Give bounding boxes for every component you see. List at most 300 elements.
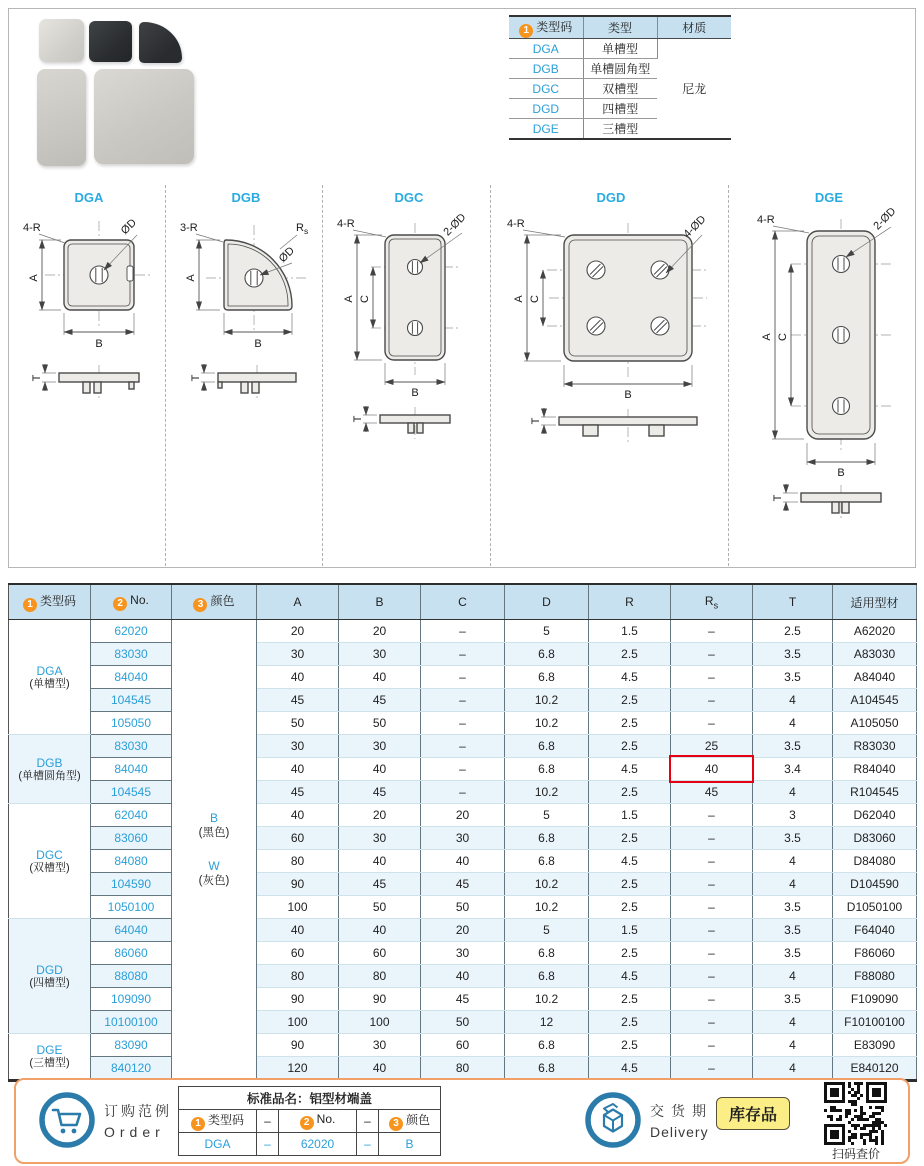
part-no-link[interactable]: 64040: [91, 919, 172, 942]
dim-cell: 40: [671, 758, 753, 781]
dim-label-b: B: [95, 338, 103, 350]
dim-label-b: B: [837, 467, 845, 479]
dimension-row: [9, 988, 917, 1011]
drawing-title: DGC: [394, 190, 424, 205]
dim-cell: 6.8: [505, 942, 589, 965]
group-type: (单槽圆角型): [18, 769, 81, 782]
dim-cell: –: [671, 988, 753, 1011]
spec-type-code: DGE: [509, 119, 583, 140]
order-table-title: 标准品名：铝型材端盖: [179, 1087, 441, 1110]
dim-cell: 30: [257, 643, 339, 666]
cart-icon: [38, 1091, 96, 1149]
dim-label-c: C: [529, 295, 541, 303]
drawing-dgc: [323, 185, 490, 566]
order-example-value: DGA: [179, 1133, 257, 1156]
hole-diameter-label: 2-ØD: [441, 211, 469, 239]
dim-cell: 40: [339, 850, 421, 873]
dim-cell: –: [671, 919, 753, 942]
dim-cell: 20: [421, 919, 505, 942]
dim-cell: 2.5: [589, 896, 671, 919]
dim-cell: 45: [421, 873, 505, 896]
drawing-title: DGD: [596, 190, 626, 205]
dim-cell: 45: [339, 781, 421, 804]
dim-cell: 45: [421, 988, 505, 1011]
side-view: [218, 373, 296, 382]
group-type: (单槽型): [29, 677, 70, 690]
order-example-value: B: [379, 1133, 441, 1156]
side-view: [380, 415, 450, 423]
dimension-row: [9, 1057, 917, 1081]
dim-cell: 120: [257, 1057, 339, 1081]
spec-type-code: DGA: [509, 39, 583, 59]
profile-cell: R84040: [833, 758, 917, 781]
dim-cell: 60: [257, 827, 339, 850]
corner-radius-label: 4-R: [507, 218, 525, 230]
part-no-link[interactable]: 83090: [91, 1034, 172, 1057]
dim-cell: 4: [753, 1034, 833, 1057]
side-slot: [127, 266, 133, 281]
dim-cell: 6.8: [505, 758, 589, 781]
dim-cell: 3.5: [753, 666, 833, 689]
delivery-label-en: Delivery: [650, 1124, 709, 1140]
profile-cell: D83060: [833, 827, 917, 850]
dim-cell: –: [671, 896, 753, 919]
spec-type-name: 三槽型: [583, 119, 657, 140]
dimension-row: [9, 873, 917, 896]
dim-cell: 25: [671, 735, 753, 758]
profile-cell: F64040: [833, 919, 917, 942]
dim-cell: 40: [339, 666, 421, 689]
dim-cell: 4.5: [589, 758, 671, 781]
profile-cell: A105050: [833, 712, 917, 735]
column-header: C: [421, 584, 505, 620]
dim-cell: –: [671, 827, 753, 850]
drawing-title: DGE: [814, 190, 844, 205]
dimension-row: [9, 1034, 917, 1057]
drawing-panel-dgc: [323, 185, 491, 566]
dim-cell: 2.5: [589, 712, 671, 735]
dim-cell: 1.5: [589, 620, 671, 643]
dim-cell: 100: [339, 1011, 421, 1034]
profile-cell: A62020: [833, 620, 917, 643]
dim-cell: 4.5: [589, 1057, 671, 1081]
dimension-row: [9, 735, 917, 758]
dim-cell: 90: [339, 988, 421, 1011]
column-header: R: [589, 584, 671, 620]
group-code: DGA: [36, 663, 63, 678]
spec-column-header: 1 类型码: [509, 16, 583, 39]
dim-label-t: T: [772, 494, 784, 502]
corner-radius-label: 4-R: [337, 218, 355, 230]
dim-cell: 45: [257, 689, 339, 712]
group-type: (三槽型): [29, 1057, 70, 1069]
profile-cell: D84080: [833, 850, 917, 873]
dim-cell: 60: [421, 1034, 505, 1057]
dim-cell: 30: [339, 735, 421, 758]
dim-cell: 4.5: [589, 965, 671, 988]
dim-cell: –: [671, 643, 753, 666]
cap-outline: [385, 235, 445, 360]
dim-cell: 40: [257, 758, 339, 781]
dim-label-a: A: [343, 295, 355, 303]
dim-cell: 3.5: [753, 988, 833, 1011]
side-view: [801, 493, 881, 502]
dim-cell: 6.8: [505, 1034, 589, 1057]
color-name: (黑色): [198, 826, 230, 839]
dim-label-b: B: [624, 389, 632, 401]
dim-cell: –: [421, 666, 505, 689]
dim-cell: –: [671, 942, 753, 965]
dim-cell: 2.5: [589, 781, 671, 804]
order-example-value: –: [257, 1133, 279, 1156]
part-no-link[interactable]: 10100100: [91, 1011, 172, 1034]
dim-cell: 50: [421, 896, 505, 919]
dimension-row: [9, 689, 917, 712]
dim-cell: 80: [257, 965, 339, 988]
dim-label-a: A: [513, 295, 525, 303]
dim-cell: –: [421, 758, 505, 781]
dim-cell: 3.5: [753, 919, 833, 942]
dim-cell: –: [421, 781, 505, 804]
qr-code-svg: [824, 1082, 887, 1145]
dimension-row: [9, 850, 917, 873]
dim-cell: 5: [505, 919, 589, 942]
dim-cell: 4: [753, 850, 833, 873]
drawing-panel-dgb: [166, 185, 323, 566]
type-code-cell: [9, 620, 91, 735]
dim-cell: 45: [339, 873, 421, 896]
group-code: DGC: [36, 847, 63, 862]
group-type: (四槽型): [29, 976, 70, 989]
type-code-cell: [9, 735, 91, 804]
circled-number-badge: 1: [23, 598, 37, 612]
part-no-link[interactable]: 104545: [91, 781, 172, 804]
profile-cell: D62040: [833, 804, 917, 827]
hole-diameter-label: 4-ØD: [681, 213, 709, 241]
spec-type-code: DGC: [509, 79, 583, 99]
dim-cell: 3: [753, 804, 833, 827]
dim-cell: –: [671, 804, 753, 827]
dim-cell: –: [421, 643, 505, 666]
spec-type-name: 双槽型: [583, 79, 657, 99]
profile-cell: E83090: [833, 1034, 917, 1057]
order-table-title-row: [179, 1087, 441, 1110]
part-no-link[interactable]: 104590: [91, 873, 172, 896]
delivery-icon: [584, 1091, 642, 1149]
dim-cell: 2.5: [589, 873, 671, 896]
column-header: 适用型材: [833, 584, 917, 620]
color-options-cell: [172, 620, 257, 1081]
order-col-header: 2 No.: [279, 1110, 357, 1133]
delivery-label-cn: 交货期: [650, 1103, 713, 1119]
dimension-row: [9, 827, 917, 850]
group-code: DGD: [36, 962, 63, 977]
group-code: DGB: [36, 755, 63, 770]
dim-cell: –: [671, 850, 753, 873]
dim-cell: 80: [257, 850, 339, 873]
column-header: B: [339, 584, 421, 620]
circled-number-badge: 1: [191, 1117, 205, 1131]
profile-cell: D1050100: [833, 896, 917, 919]
hole-diameter-label: ØD: [276, 244, 297, 265]
dim-cell: 4: [753, 873, 833, 896]
dim-label-c: C: [777, 333, 789, 341]
dimension-row: [9, 620, 917, 643]
profile-cell: A84040: [833, 666, 917, 689]
drawing-panel-dgd: [491, 185, 729, 566]
dim-cell: 5: [505, 804, 589, 827]
order-table-header-row: [179, 1110, 441, 1133]
order-example-value: 62020: [279, 1133, 357, 1156]
side-view: [59, 373, 139, 382]
dim-cell: 40: [257, 919, 339, 942]
screw-hole: [408, 260, 423, 275]
photo-end-cap-gray-rect: [37, 69, 86, 166]
type-spec-table: [509, 15, 731, 140]
dim-cell: 2.5: [589, 988, 671, 1011]
dim-cell: 50: [257, 712, 339, 735]
part-no-link[interactable]: 62040: [91, 804, 172, 827]
photo-end-cap-black-square: [89, 21, 132, 62]
column-header: A: [257, 584, 339, 620]
column-header: T: [753, 584, 833, 620]
dim-cell: 45: [257, 781, 339, 804]
dim-cell: 90: [257, 988, 339, 1011]
part-no-link[interactable]: 83060: [91, 827, 172, 850]
circled-number-badge: 3: [389, 1117, 403, 1131]
dim-cell: –: [671, 965, 753, 988]
dim-cell: –: [421, 620, 505, 643]
drawing-dgb: [166, 185, 322, 566]
dim-cell: 1.5: [589, 804, 671, 827]
column-header: 3 颜色: [172, 584, 257, 620]
dim-cell: 6.8: [505, 850, 589, 873]
dimension-row: [9, 666, 917, 689]
circled-number-badge: 2: [113, 597, 127, 611]
profile-cell: F10100100: [833, 1011, 917, 1034]
dim-cell: 6.8: [505, 643, 589, 666]
dim-cell: 3.5: [753, 942, 833, 965]
cap-outline: [564, 235, 692, 361]
dim-cell: 4.5: [589, 666, 671, 689]
corner-radius-label: 4-R: [23, 222, 41, 234]
dim-cell: –: [421, 689, 505, 712]
dim-cell: 30: [421, 827, 505, 850]
delivery-label: [650, 1101, 713, 1143]
dimension-row: [9, 942, 917, 965]
photo-end-cap-gray-large: [94, 69, 194, 164]
order-example-label: [104, 1101, 172, 1143]
part-no-link[interactable]: 88080: [91, 965, 172, 988]
dim-cell: 4: [753, 965, 833, 988]
dim-cell: 45: [671, 781, 753, 804]
dim-cell: –: [671, 1057, 753, 1081]
dim-cell: –: [671, 1011, 753, 1034]
dim-cell: 4.5: [589, 850, 671, 873]
top-section: [8, 8, 916, 568]
dim-cell: 40: [339, 1057, 421, 1081]
dimension-table: [8, 583, 917, 1082]
dimension-row: [9, 758, 917, 781]
profile-cell: F88080: [833, 965, 917, 988]
dim-cell: 40: [421, 850, 505, 873]
dim-cell: 80: [421, 1057, 505, 1081]
order-col-header: –: [257, 1110, 279, 1133]
dim-cell: 10.2: [505, 873, 589, 896]
spec-table-body: [509, 39, 731, 140]
part-no-link[interactable]: 83030: [91, 735, 172, 758]
order-label-cn: 订购范例: [104, 1103, 172, 1119]
dim-label-t: T: [530, 417, 542, 425]
dim-cell: 2.5: [753, 620, 833, 643]
part-no-link[interactable]: 109090: [91, 988, 172, 1011]
dimension-row: [9, 643, 917, 666]
type-code-cell: [9, 804, 91, 919]
drawing-dga: [9, 185, 165, 566]
spec-row: [509, 39, 731, 59]
type-code-cell: [9, 1034, 91, 1081]
part-no-link[interactable]: 83030: [91, 643, 172, 666]
corner-rs-label: $R_s$: [296, 222, 309, 236]
dim-cell: 2.5: [589, 942, 671, 965]
dimension-row: [9, 919, 917, 942]
dim-label-a: A: [185, 274, 197, 282]
part-no-link[interactable]: 840120: [91, 1057, 172, 1081]
circled-number-badge: 2: [300, 1116, 314, 1130]
dim-cell: 2.5: [589, 735, 671, 758]
dim-cell: –: [671, 620, 753, 643]
circled-number-badge: 1: [519, 24, 533, 38]
order-label-en: Order: [104, 1124, 165, 1140]
type-code-cell: [9, 919, 91, 1034]
corner-radius-label: 4-R: [757, 214, 775, 226]
dim-cell: 10.2: [505, 781, 589, 804]
dim-cell: 4: [753, 1057, 833, 1081]
part-no-link[interactable]: 84040: [91, 666, 172, 689]
dim-cell: 30: [421, 942, 505, 965]
screw-hole: [408, 321, 423, 336]
dim-cell: 6.8: [505, 666, 589, 689]
dim-cell: 30: [257, 735, 339, 758]
hole-diameter-label: ØD: [118, 216, 139, 237]
dim-cell: 40: [339, 919, 421, 942]
dim-cell: 6.8: [505, 965, 589, 988]
dimension-row: [9, 712, 917, 735]
main-table-body: [9, 620, 917, 1081]
dim-cell: 10.2: [505, 689, 589, 712]
part-no-link[interactable]: 105050: [91, 712, 172, 735]
part-no-link[interactable]: 84040: [91, 758, 172, 781]
dim-label-b: B: [411, 387, 419, 399]
dimension-row: [9, 965, 917, 988]
dim-cell: 3.5: [753, 896, 833, 919]
part-no-link[interactable]: 62020: [91, 620, 172, 643]
circled-number-badge: 3: [193, 598, 207, 612]
dim-cell: 6.8: [505, 1057, 589, 1081]
dimension-row: [9, 1011, 917, 1034]
part-no-link[interactable]: 1050100: [91, 896, 172, 919]
dimension-row: [9, 781, 917, 804]
color-name: (灰色): [198, 874, 230, 887]
dim-cell: 90: [257, 1034, 339, 1057]
dim-cell: 3.4: [753, 758, 833, 781]
hole-diameter-label: 2-ØD: [871, 205, 899, 233]
spec-column-header: 类型: [583, 16, 657, 39]
dim-label-a: A: [28, 274, 40, 282]
spec-type-name: 四槽型: [583, 99, 657, 119]
order-example-table: [178, 1086, 441, 1156]
dim-cell: 40: [339, 758, 421, 781]
dim-cell: 3.5: [753, 735, 833, 758]
order-col-header: 1 类型码: [179, 1110, 257, 1133]
dim-cell: 1.5: [589, 919, 671, 942]
dim-cell: 50: [421, 1011, 505, 1034]
technical-drawings: [9, 185, 915, 566]
dim-cell: –: [671, 873, 753, 896]
dim-cell: –: [671, 689, 753, 712]
dim-cell: 40: [257, 666, 339, 689]
spec-material: 尼龙: [657, 39, 731, 140]
screw-hole: [245, 269, 263, 287]
group-code: DGE: [36, 1043, 63, 1057]
profile-cell: D104590: [833, 873, 917, 896]
dimension-row: [9, 896, 917, 919]
dim-cell: 3.5: [753, 827, 833, 850]
dim-cell: 40: [257, 804, 339, 827]
part-no-link[interactable]: 84080: [91, 850, 172, 873]
dim-cell: 10.2: [505, 896, 589, 919]
dim-cell: 4: [753, 1011, 833, 1034]
part-no-link[interactable]: 104545: [91, 689, 172, 712]
dim-label-t: T: [31, 374, 43, 382]
dim-cell: 60: [257, 942, 339, 965]
drawing-panel-dge: [729, 185, 917, 566]
color-code: W: [208, 858, 220, 873]
dim-cell: 80: [339, 965, 421, 988]
dim-label-b: B: [254, 338, 262, 350]
dim-cell: 4: [753, 689, 833, 712]
dim-cell: 20: [421, 804, 505, 827]
dim-cell: –: [421, 735, 505, 758]
dim-cell: 3.5: [753, 643, 833, 666]
dim-cell: –: [421, 712, 505, 735]
spec-type-name: 单槽型: [583, 39, 657, 59]
dim-cell: 12: [505, 1011, 589, 1034]
dim-label-t: T: [352, 415, 364, 423]
part-no-link[interactable]: 86060: [91, 942, 172, 965]
order-table-example-row: [179, 1133, 441, 1156]
corner-radius-label: 3-R: [180, 222, 198, 234]
dim-cell: 30: [339, 643, 421, 666]
qr-code: [824, 1082, 887, 1145]
drawing-dgd: [491, 185, 728, 566]
dim-cell: 4: [753, 712, 833, 735]
drawing-panel-dga: [9, 185, 166, 566]
column-header: 1 类型码: [9, 584, 91, 620]
order-example-value: –: [357, 1133, 379, 1156]
dim-cell: 5: [505, 620, 589, 643]
profile-cell: A83030: [833, 643, 917, 666]
column-header: $R_s$: [671, 584, 753, 620]
dim-label-c: C: [359, 295, 371, 303]
dim-cell: 2.5: [589, 643, 671, 666]
drawing-title: DGB: [231, 190, 261, 205]
color-code: B: [209, 810, 218, 825]
dim-cell: 2.5: [589, 1034, 671, 1057]
dim-cell: –: [671, 712, 753, 735]
dim-cell: 100: [257, 896, 339, 919]
drawing-title: DGA: [74, 190, 104, 205]
